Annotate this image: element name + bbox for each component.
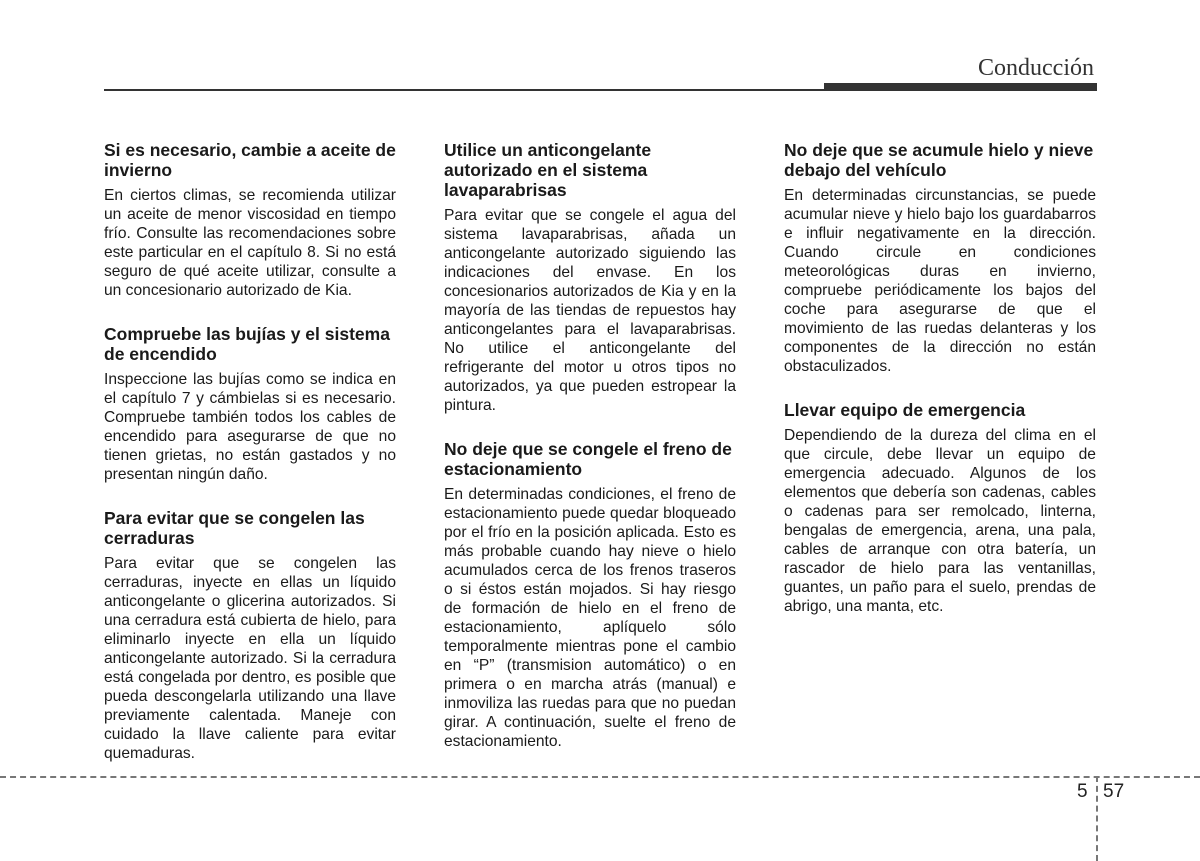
heading-spark-plugs: Compruebe las bujías y el sistema de encendido bbox=[104, 324, 390, 364]
heading-washer-antifreeze: Utilice un anticongelante autorizado en el sistema lavaparabrisas bbox=[444, 140, 652, 200]
column-3 bbox=[784, 140, 1096, 640]
heading-locks: Para evitar que se congelen las cerraduras bbox=[104, 508, 365, 548]
block-parking-brake bbox=[444, 439, 736, 751]
block-winter-oil bbox=[104, 140, 396, 300]
block-locks bbox=[104, 508, 396, 763]
paragraph-spark-plugs: Inspeccione las bujías como se indica en el capítulo 7 y cámbielas si es necesario. Compruebe también todos los cables de encendido para asegurarse de que no tienen grietas, no están gastados y no presentan ningún daño. bbox=[104, 371, 396, 483]
footer-dashed-rule bbox=[0, 776, 1200, 778]
header-rule-thin bbox=[104, 89, 824, 91]
paragraph-winter-oil: En ciertos climas, se recomienda utilizar un aceite de menor viscosidad en tiempo frío. Consulte las recomendaciones sobre este particular en el capítulo 8. Si no está seguro de qué aceite utilizar, consulte a un concesionario autorizado de Kia. bbox=[104, 187, 396, 299]
heading-parking-brake: No deje que se congele el freno de estacionamiento bbox=[444, 439, 732, 479]
block-emergency-kit bbox=[784, 400, 1096, 616]
block-ice-snow bbox=[784, 140, 1096, 376]
paragraph-washer-antifreeze: Para evitar que se congele el agua del sistema lavaparabrisas, añada un anticongelante autorizado siguiendo las indicaciones del envase. En los concesionarios autorizados de Kia y en la mayoría de las tiendas de repuestos hay anticongelantes para el lavaparabrisas. No utilice el anticongelante del refrigerante del motor u otros tipos no autorizados, ya que pueden estropear la pintura. bbox=[444, 207, 736, 414]
footer-dashed-divider bbox=[1096, 776, 1098, 861]
heading-emergency-kit: Llevar equipo de emergencia bbox=[784, 400, 1026, 420]
paragraph-emergency-kit: Dependiendo de la dureza del clima en el que circule, debe llevar un equipo de emergencia adecuado. Algunos de los elementos que debería son cadenas, cables o cadenas para ser remolcado, linterna, bengalas de emergencia, arena, una pala, cables de arranque con otra batería, un rascador de hielo para las ventanillas, guantes, un paño para el suelo, prendas de abrigo, una manta, etc. bbox=[784, 427, 1096, 615]
header-rule-thick bbox=[824, 83, 1097, 91]
page-number: 57 bbox=[1103, 781, 1125, 802]
column-1 bbox=[104, 140, 396, 787]
chapter-number: 5 bbox=[1077, 781, 1088, 802]
heading-ice-snow: No deje que se acumule hielo y nieve debajo del vehículo bbox=[784, 140, 1094, 180]
block-spark-plugs bbox=[104, 324, 396, 484]
paragraph-ice-snow: En determinadas circunstancias, se puede acumular nieve y hielo bajo los guardabarros e influir negativamente en la dirección. Cuando circule en condiciones meteorológicas duras en invierno, compruebe periódicamente los bajos del coche para asegurarse de que el movimiento de las ruedas delanteras y los componentes de la dirección no están obstaculizados. bbox=[784, 187, 1096, 375]
section-title: Conducción bbox=[978, 55, 1094, 81]
block-washer-antifreeze bbox=[444, 140, 736, 415]
column-2 bbox=[444, 140, 736, 775]
paragraph-parking-brake: En determinadas condiciones, el freno de estacionamiento puede quedar bloqueado por el frío en la posición aplicada. Esto es más probable cuando hay nieve o hielo acumulados cerca de los frenos traseros o si éstos están mojados. Si hay riesgo de formación de hielo en el freno de estacionamiento, aplíquelo sólo temporalmente mientras pone el cambio en “P” (transmision automático) o en primera o en marcha atrás (manual) e inmoviliza las ruedas para que no puedan girar. A continuación, suelte el freno de estacionamiento. bbox=[444, 486, 736, 750]
paragraph-locks: Para evitar que se congelen las cerraduras, inyecte en ellas un líquido anticongelante o glicerina autorizados. Si una cerradura está cubierta de hielo, para eliminarlo inyecte en ella un líquido anticongelante autorizado. Si la cerradura está congelada por dentro, es posible que pueda descongelarla utilizando una llave previamente calentada. Maneje con cuidado la llave caliente para evitar quemaduras. bbox=[104, 555, 396, 762]
heading-winter-oil: Si es necesario, cambie a aceite de invierno bbox=[104, 140, 396, 180]
